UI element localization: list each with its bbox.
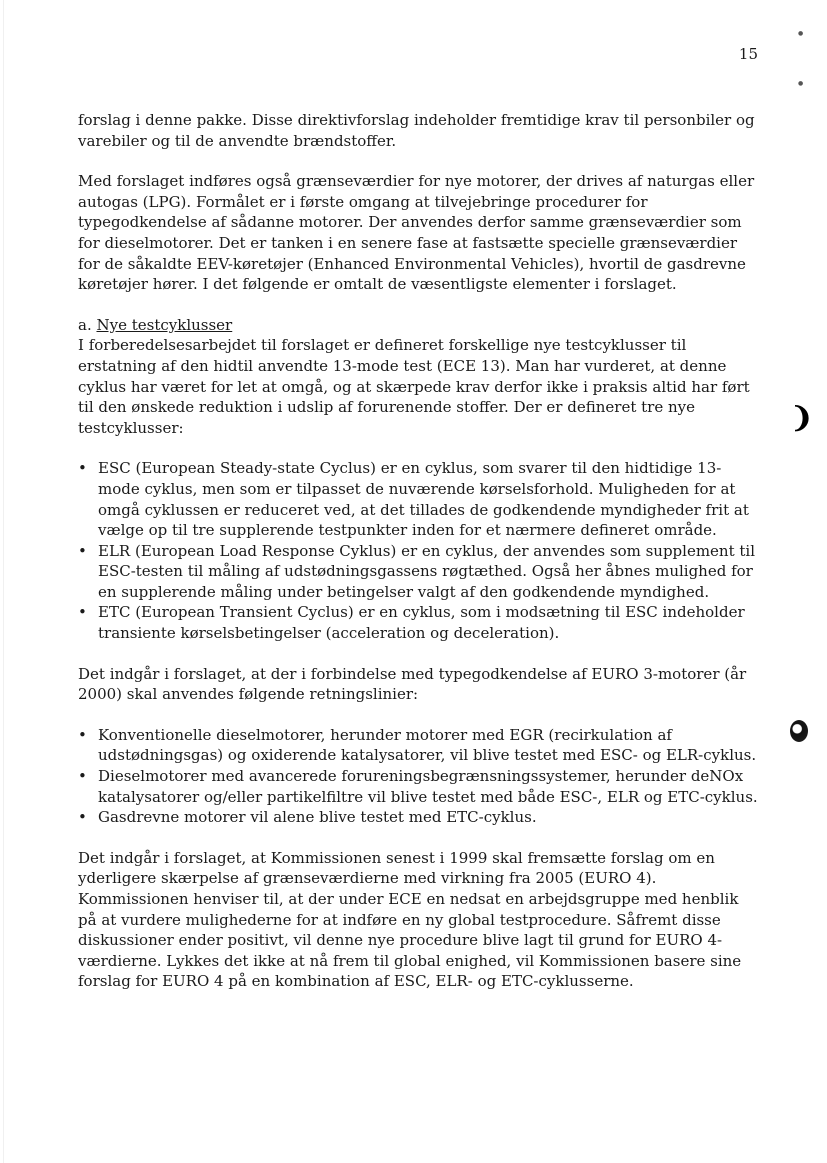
bullet-icon: •	[78, 808, 87, 827]
paragraph-guidelines-intro: Det indgår i forslaget, at der i forbindelse med typegodkendelse af EURO 3-motorer (år 2000) skal anvendes følgende retningslinier:	[78, 664, 747, 704]
guidelines-list	[78, 725, 758, 828]
paragraph-test-cycles: I forberedelsesarbejdet til forslaget er defineret forskellige nye testcyklusser til erstatning af den hidtil anvendte 13-mode test (ECE 13). Man har vurderet, at denne cyklus har været for let at omgå, og at skærpede krav derfor ikke i praksis altid har ført til den ønskede reduktion i udslip af forurenende stoffer. Der er defineret tre nye testcyklusser:	[78, 336, 750, 437]
paragraph-gap	[78, 438, 758, 458]
paragraph-gap	[78, 151, 758, 171]
list-item-text: Gasdrevne motorer vil alene blive testet med ETC-cyklus.	[98, 808, 537, 827]
punch-hole-icon	[790, 720, 808, 742]
paragraph-gap	[78, 828, 758, 848]
scan-speck-icon: ●	[798, 30, 804, 37]
scan-speck-icon: ●	[798, 80, 804, 87]
list-item-text: Konventionelle dieselmotorer, herunder motorer med EGR (recirkulation af udstødningsgas) og oxiderende katalysatorer, vil blive testet med ESC- og ELR-cyklus.	[98, 725, 757, 765]
list-item-text: ESC (European Steady-state Cyclus) er en cyklus, som svarer til den hidtidige 13-mode cyklus, men som er tilpasset de nuværende kørselsforhold. Muligheden for at omgå cyklussen er reduceret ved, at det tillades de godkendende myndigheder frit at vælge op til tre supplerende testpunkter inden for et nærmere defineret område.	[98, 459, 749, 540]
bullet-icon: •	[78, 541, 87, 560]
page-number: 15	[738, 45, 758, 63]
list-item	[78, 807, 758, 828]
bullet-icon: •	[78, 603, 87, 622]
paragraph-gas-engines: Med forslaget indføres også grænseværdier for nye motorer, der drives af naturgas eller autogas (LPG). Formålet er i første omgang at tilvejebringe procedurer for typegodkendelse af sådanne motorer. Der anvendes derfor samme grænseværdier som for dieselmotorer. Det er tanken i en senere fase at fastsætte specielle grænseværdier for de såkaldte EEV-køretøjer (Enhanced Environmental Vehicles), hvortil de gasdrevne køretøjer hører. I det følgende er omtalt de væsentligste elementer i forslaget.	[78, 172, 755, 294]
section-prefix: a.	[78, 315, 97, 334]
list-item	[78, 541, 758, 603]
list-item-text: ETC (European Transient Cyclus) er en cyklus, som i modsætning til ESC indeholder transiente kørselsbetingelser (acceleration og deceleration).	[98, 603, 745, 643]
bullet-icon: •	[78, 459, 87, 478]
list-item	[78, 602, 758, 643]
binder-hole-icon: ❩	[790, 401, 814, 434]
list-item	[78, 725, 758, 766]
paragraph-gap	[78, 705, 758, 725]
paragraph-intro: forslag i denne pakke. Disse direktivforslag indeholder fremtidige krav til personbiler og varebiler og til de anvendte brændstoffer.	[78, 111, 755, 150]
paragraph-gap	[78, 295, 758, 315]
scan-edge	[3, 0, 4, 1163]
document-body	[78, 110, 758, 992]
bullet-icon: •	[78, 725, 87, 744]
paragraph-gap	[78, 644, 758, 664]
list-item-text: Dieselmotorer med avancerede forureningsbegrænsningssystemer, herunder deNOx katalysatorer og/eller partikelfiltre vil blive testet med både ESC-, ELR og ETC-cyklus.	[98, 767, 758, 806]
bullet-icon: •	[78, 767, 87, 786]
paragraph-euro4: Det indgår i forslaget, at Kommissionen senest i 1999 skal fremsætte forslag om en yderligere skærpelse af grænseværdierne med virkning fra 2005 (EURO 4). Kommissionen henviser til, at der under ECE en nedsat en arbejdsgruppe med henblik på at vurdere mulighederne for at indføre en ny global testprocedure. Såfremt disse diskussioner ender positivt, vil denne nye procedure blive lagt til grund for EURO 4-værdierne. Lykkes det ikke at nå frem til global enighed, vil Kommissionen basere sine forslag for EURO 4 på en kombination af ESC, ELR- og ETC-cyklusserne.	[78, 848, 742, 991]
section-title: Nye testcyklusser	[96, 315, 233, 334]
list-item	[78, 458, 758, 540]
list-item-text: ELR (European Load Response Cyklus) er en cyklus, der anvendes som supplement til ESC-testen til måling af udstødningsgassens røgtæthed. Også her åbnes mulighed for en supplerende måling under betingelser valgt af den godkendende myndighed.	[98, 541, 756, 601]
section-heading	[78, 315, 758, 336]
list-item	[78, 766, 758, 807]
cycles-list	[78, 458, 758, 643]
